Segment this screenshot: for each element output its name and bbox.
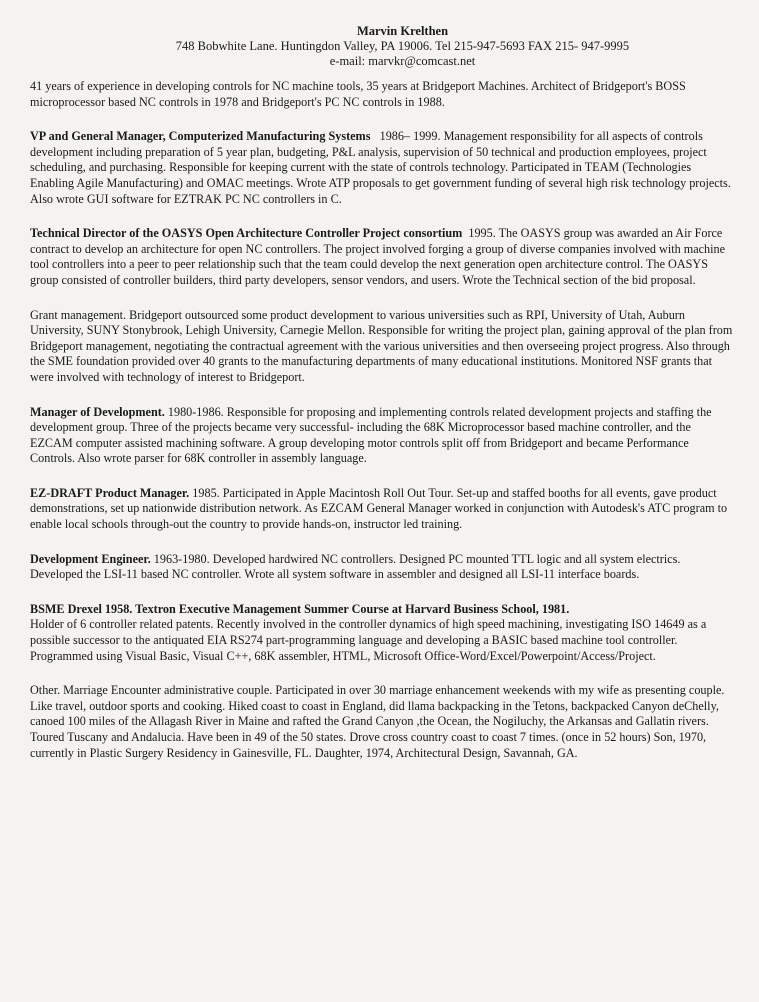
section-body: Other. Marriage Encounter administrative couple. Participated in over 30 marriage enhancement weekends with my wife as presenting couple. Like travel, outdoor sports and cooking. Hiked coast to coast in England, did llama backpacking in the Tetons, backpacked Canyon deChelly, canoed 100 miles of the Allagash River in Maine and rafted the Grand Canyon ,the Ocean, the Nogiluchy, the Arkansas and Gallatin rivers. Toured Tuscany and Andalucia. Have been in 49 of the 50 states. Drove cross country coast to coast 7 times. (once in 52 hours) Son, 1970, currently in Plastic Surgery Residency in Gainesville, FL. Daughter, 1974, Architectural Design, Savannah, GA. xyxy=(30,683,725,760)
section-education xyxy=(30,602,735,664)
section-heading: EZ-DRAFT Product Manager. xyxy=(30,485,190,500)
section-body: Holder of 6 controller related patents. Recently involved in the controller dynamics of high speed machining, investigating ISO 14649 as a possible successor to the antiquated EIA RS274 part-programming language and developing a BASIC based machine tool controller. Programmed using Visual Basic, Visual C++, 68K assembler, HTML, Microsoft Office-Word/Excel/Powerpoint/Access/Project. xyxy=(30,617,707,663)
section-heading: Technical Director of the OASYS Open Architecture Controller Project consortium xyxy=(30,226,463,241)
summary-paragraph xyxy=(30,79,735,110)
section-heading: BSME Drexel 1958. Textron Executive Management Summer Course at Harvard Business School, 1981. xyxy=(30,601,570,616)
section-heading: Manager of Development. xyxy=(30,404,165,419)
summary-text: 41 years of experience in developing controls for NC machine tools, 35 years at Bridgeport Machines. Architect of Bridgeport's BOSS microprocessor based NC controls in 1978 and Bridgeport's PC NC controls in 1988. xyxy=(30,79,686,109)
section-manager-development xyxy=(30,405,735,467)
section-heading: VP and General Manager, Computerized Manufacturing Systems xyxy=(30,129,371,144)
section-body: 1995. The OASYS group was awarded an Air Force contract to develop an architecture for open NC controllers. The project involved forging a group of diverse companies involved with machine tool controllers into a peer to peer relationship such that the team could develop the next generation open architecture control. The OASYS group consisted of controller builders, third party developers, sensor vendors, and users. Wrote the Technical section of the bid proposal. xyxy=(30,226,726,287)
section-body: Grant management. Bridgeport outsourced some product development to various universities such as RPI, University of Utah, Auburn University, SUNY Stonybrook, Lehigh University, Carnegie Mellon. Responsible for writing the project plan, gaining approval of the plan from Bridgeport management, negotiating the contractual agreement with the various universities and then overseeing project progress. Also through the SME foundation provided over 40 grants to the manufacturing departments of many educational institutions. Monitored NSF grants that were involved with technology of interest to Bridgeport. xyxy=(30,307,733,384)
section-other xyxy=(30,683,735,761)
section-development-engineer xyxy=(30,552,735,583)
resume-header xyxy=(30,0,735,69)
section-vp-general-manager xyxy=(30,129,735,207)
section-body: 1986– 1999. Management responsibility for all aspects of controls development including preparation of 5 year plan, budgeting, P&L analysis, supervision of 50 technical and production employees, project scheduling, and purchasing. Responsible for keeping current with the state of controls technology. Participated in TEAM (Technologies Enabling Agile Manufacturing) and OMAC meetings. Wrote ATP proposals to get government funding of several high risk technology projects. Also wrote GUI software for EZTRAK PC NC controllers in C. xyxy=(30,129,731,206)
contact-address: 748 Bobwhite Lane. Huntingdon Valley, PA 19006. Tel 215-947-5693 FAX 215- 947-9995 xyxy=(175,39,630,53)
person-name: Marvin Krelthen xyxy=(356,24,449,38)
section-body: 1985. Participated in Apple Macintosh Roll Out Tour. Set-up and staffed booths for all events, gave product demonstrations, set up nationwide distribution network. As EZCAM General Manager worked in conjunction with Autodesk's ATC program to enable local schools through-out the country to provide hands-on, instructor led training. xyxy=(30,485,728,532)
section-ez-draft xyxy=(30,486,735,533)
section-heading: Development Engineer. xyxy=(30,551,151,566)
section-technical-director xyxy=(30,226,735,288)
section-grant-management xyxy=(30,308,735,386)
section-body: 1980-1986. Responsible for proposing and implementing controls related development projects and staffing the development group. Three of the projects became very successful- including the 68K Microprocessor based machine controller, and the EZCAM computer assisted machining software. A group developing motor controls split off from Bridgeport and became Performance Controls. Also wrote parser for 68K controller in assembly language. xyxy=(30,404,712,466)
contact-email: e-mail: marvkr@comcast.net xyxy=(329,54,476,68)
section-body: 1963-1980. Developed hardwired NC controllers. Designed PC mounted TTL logic and all system electrics. Developed the LSI-11 based NC controller. Wrote all system software in assembler and designed all LSI-11 interface boards. xyxy=(30,551,681,582)
